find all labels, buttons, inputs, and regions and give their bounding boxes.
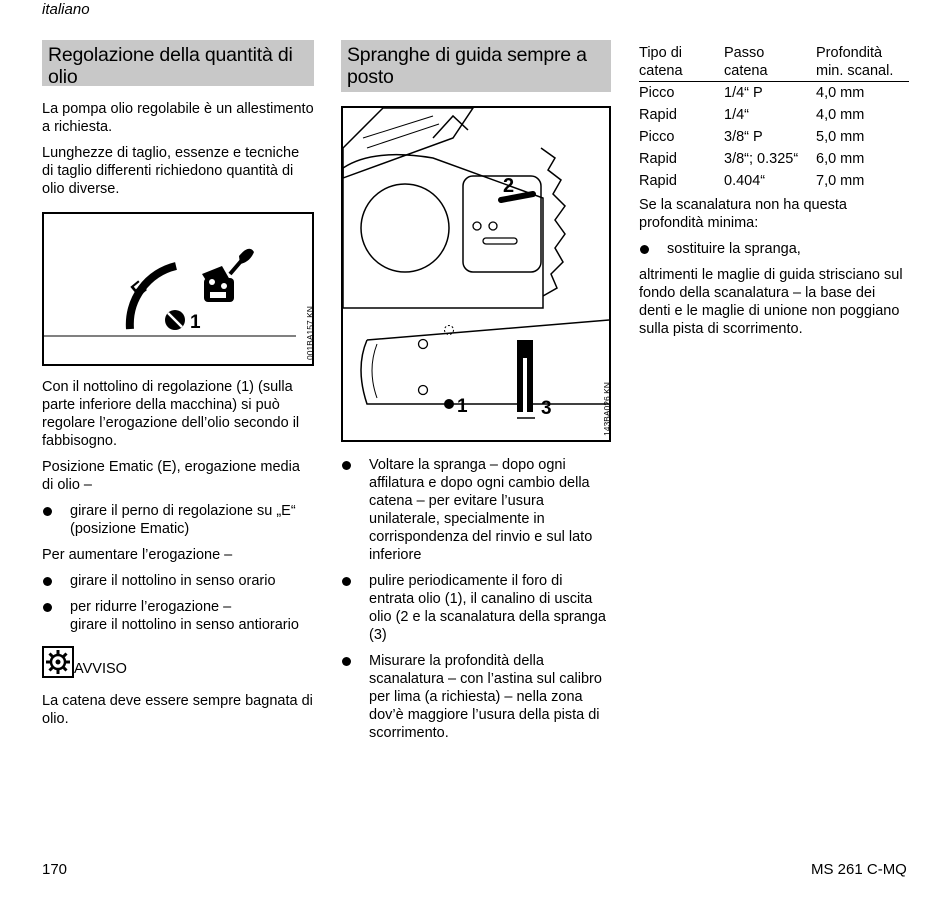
paragraph: Con il nottolino di regolazione (1) (sulla parte inferiore della macchina) si può regolare l’erogazione dell’olio secondo il fabbisogno. xyxy=(42,379,300,449)
table-row xyxy=(639,82,909,105)
figure-label-2: 2 xyxy=(503,175,515,197)
table-header-cell: Tipo di catena xyxy=(639,44,724,82)
table-cell: 5,0 mm xyxy=(816,129,865,145)
table-header-cell: Passo catena xyxy=(724,44,816,82)
oil-pump-illustration xyxy=(44,214,312,364)
table-cell: 3/8“ P xyxy=(724,129,763,145)
table-cell: 4,0 mm xyxy=(816,107,865,123)
figure-label-3: 3 xyxy=(541,398,552,419)
list-item: girare il nottolino in senso orario xyxy=(42,572,314,590)
chain-spec-table xyxy=(639,44,909,192)
table-cell: Picco xyxy=(639,85,675,101)
table-row xyxy=(639,148,909,170)
figure-label-1: 1 xyxy=(190,312,201,333)
notice-label: AVVISO xyxy=(74,661,127,677)
paragraph: Se la scanalatura non ha questa profondità minima: xyxy=(639,197,847,231)
section-heading-oil-adjustment: Regolazione della quantità di olio xyxy=(42,40,314,86)
table-cell: 1/4“ xyxy=(724,107,749,123)
figure-label-e: E xyxy=(127,277,151,302)
oil-can-icon xyxy=(202,249,254,302)
figure-code: 001BA157 KN xyxy=(305,306,315,360)
list-item: per ridurre l’erogazione – girare il nottolino in senso antiorario xyxy=(42,598,314,634)
paragraph: Lunghezze di taglio, essenze e tecniche di taglio differenti richiedono quantità di olio diverse. xyxy=(42,145,300,197)
paragraph: La catena deve essere sempre bagnata di olio. xyxy=(42,693,313,727)
table-row xyxy=(639,126,909,148)
oil-inlet-hole xyxy=(444,399,454,409)
page-number: 170 xyxy=(42,861,68,878)
table-cell: 3/8“; 0.325“ xyxy=(724,151,799,167)
table-header-row xyxy=(639,44,909,82)
table-cell: Rapid xyxy=(639,107,677,123)
list-item: pulire periodicamente il foro di entrata olio (1), il canalino di uscita olio (2 e la scanalatura della spranga (3) xyxy=(341,572,611,644)
clutch-cover-circle xyxy=(361,184,449,272)
oil-pump-figure xyxy=(42,212,314,366)
paragraph: altrimenti le maglie di guida strisciano sul fondo della scanalatura – la base dei denti e le maglie di unione non poggiano sulla pista di scorrimento. xyxy=(639,267,903,337)
table-cell: Picco xyxy=(639,129,675,145)
gear-icon xyxy=(42,646,74,678)
middle-column xyxy=(341,40,611,750)
table-cell: 4,0 mm xyxy=(816,85,865,101)
figure-code: 143BA026 KN xyxy=(602,382,612,436)
list-item: sostituire la spranga, xyxy=(639,240,909,258)
notice-box xyxy=(42,646,314,682)
table-header-cell: Profondità min. scanal. xyxy=(816,44,909,82)
table-cell: 7,0 mm xyxy=(816,173,865,189)
guide-bar-illustration xyxy=(343,108,609,440)
table-row xyxy=(639,170,909,192)
table-cell: 0.404“ xyxy=(724,173,766,189)
language-label: italiano xyxy=(42,1,90,18)
list-item: Voltare la spranga – dopo ogni affilatura e dopo ogni cambio della catena – per evitare l’usura unilaterale, specialmente in corrispondenza del rinvio e sul lato inferiore xyxy=(341,456,611,564)
table-cell: 6,0 mm xyxy=(816,151,865,167)
table-cell: Rapid xyxy=(639,151,677,167)
paragraph: Posizione Ematic (E), erogazione media di olio – xyxy=(42,459,300,493)
right-column xyxy=(639,44,909,346)
table-cell: Rapid xyxy=(639,173,677,189)
guide-bar-figure xyxy=(341,106,611,442)
model-name: MS 261 C-MQ xyxy=(811,861,907,878)
list-item: girare il perno di regolazione su „E“ (posizione Ematic) xyxy=(42,502,314,538)
list-item: Misurare la profondità della scanalatura – con l’astina sul calibro per lima (a richiesta) – nella zona dov’è maggiore l’usura della pista di scorrimento. xyxy=(341,652,611,742)
paragraph: Per aumentare l’erogazione – xyxy=(42,547,233,563)
section-heading-guide-bar: Spranghe di guida sempre a posto xyxy=(341,40,611,92)
paragraph: La pompa olio regolabile è un allestimento a richiesta. xyxy=(42,101,314,135)
figure-label-1: 1 xyxy=(457,396,468,417)
table-cell: 1/4“ P xyxy=(724,85,763,101)
table-row xyxy=(639,104,909,126)
left-column xyxy=(42,40,314,736)
